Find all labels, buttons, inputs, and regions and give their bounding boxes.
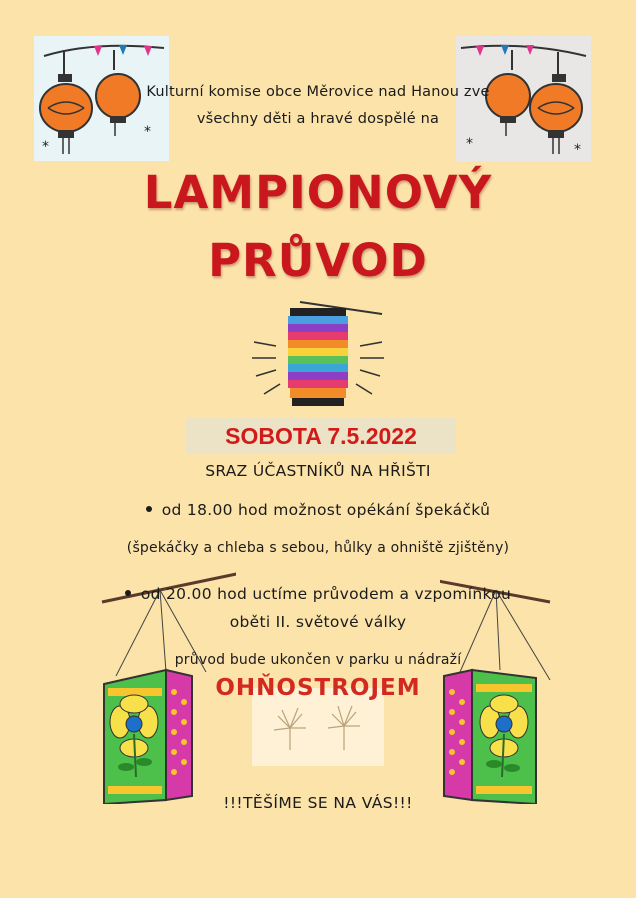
- svg-text:*: *: [574, 142, 581, 158]
- program-item-1-text: od 18.00 hod možnost opékání špekáčků: [161, 501, 491, 519]
- svg-text:*: *: [42, 139, 49, 155]
- program-item-2-line-2: oběti II. světové války: [229, 613, 407, 631]
- title-line-1: LAMPIONOVÝ: [143, 166, 493, 219]
- fireworks-text: OHŇOSTROJEM: [215, 675, 421, 701]
- svg-text:*: *: [466, 136, 473, 152]
- bullet-icon: [146, 506, 152, 512]
- program-item-1-note: (špekáčky a chleba s sebou, hůlky a ohniště zjištěny): [126, 540, 510, 556]
- svg-text:*: *: [144, 124, 151, 140]
- program-item-2-text: od 20.00 hod uctíme průvodem a vzpomínkou: [140, 585, 512, 603]
- invitation-line-2: všechny děti a hravé dospělé na: [196, 111, 440, 127]
- bullet-icon: [125, 590, 131, 596]
- invitation-line-1: Kulturní komise obce Měrovice nad Hanou zve: [146, 84, 490, 100]
- procession-ending: průvod bude ukončen v parku u nádraží: [174, 652, 462, 668]
- event-date: SOBOTA 7.5.2022: [225, 423, 417, 449]
- striped-lantern-icon: [248, 296, 388, 414]
- program-item-1: [0, 501, 636, 519]
- closing-message: !!!TĚŠÍME SE NA VÁS!!!: [223, 794, 413, 812]
- program-item-2: [0, 585, 636, 603]
- title-line-2: PRŮVOD: [208, 234, 428, 287]
- meeting-point: SRAZ ÚČASTNÍKŮ NA HŘIŠTI: [205, 462, 431, 480]
